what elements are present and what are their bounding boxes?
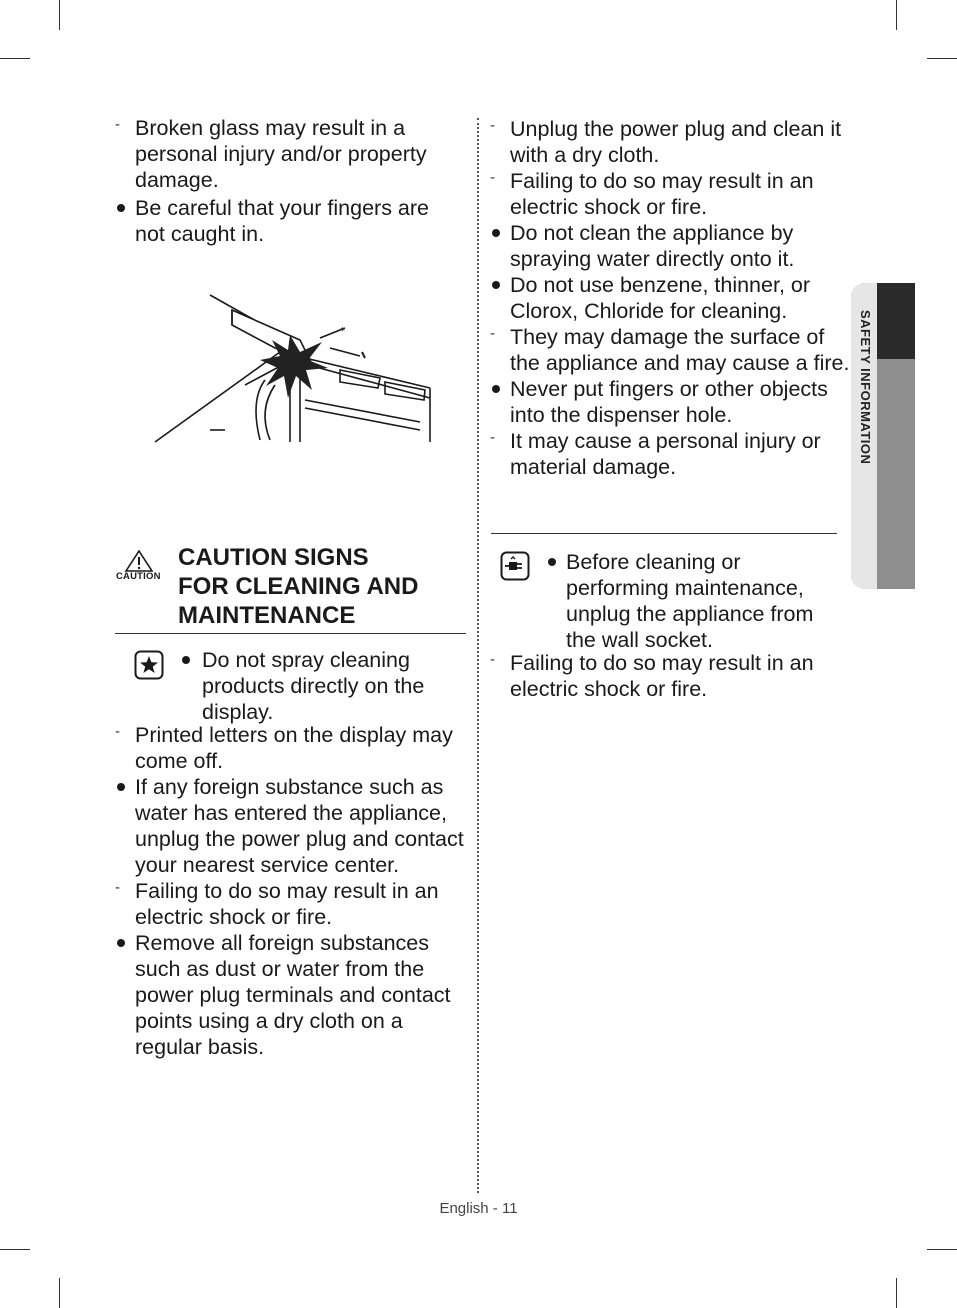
crop-mark	[896, 1278, 897, 1308]
crop-mark	[927, 1249, 957, 1250]
star-box-icon	[134, 650, 164, 680]
list-item: If any foreign substance such as water has entered the appliance, unplug the power plug and contact your nearest service center.	[135, 775, 464, 877]
caution-triangle-icon	[124, 550, 154, 572]
crop-mark	[59, 1278, 60, 1308]
list-item: - They may damage the surface of the appliance and may cause a fire.	[490, 325, 850, 375]
section-heading: CAUTION SIGNS FOR CLEANING AND MAINTENANCE	[178, 544, 419, 629]
side-tab-label: SAFETY INFORMATION	[858, 310, 873, 465]
caution-label: CAUTION	[116, 571, 161, 582]
dash-marker: -	[490, 325, 495, 342]
section-divider	[115, 633, 466, 634]
unplug-icon	[500, 551, 530, 581]
list-item: Remove all foreign substances such as dust or water from the power plug terminals and contact points using a dry cloth on a regular basis.	[135, 931, 451, 1059]
crop-mark	[927, 58, 957, 59]
column-divider	[477, 118, 479, 1193]
list-item: - Failing to do so may result in an electric shock or fire.	[490, 651, 814, 701]
list-item: Be careful that your fingers are not caught in.	[135, 196, 429, 246]
left-items	[115, 722, 475, 1060]
dash-marker: -	[490, 651, 495, 668]
crop-mark	[59, 0, 60, 30]
list-item: - Failing to do so may result in an electric shock or fire.	[115, 879, 439, 929]
list-item: Never put fingers or other objects into the dispenser hole.	[510, 377, 828, 427]
list-item: Do not use benzene, thinner, or Clorox, Chloride for cleaning.	[510, 273, 811, 323]
list-item: - It may cause a personal injury or material damage.	[490, 429, 821, 479]
right-items	[490, 116, 850, 480]
dash-marker: -	[490, 429, 495, 446]
crop-mark	[896, 0, 897, 30]
side-tab-active-marker	[877, 283, 915, 359]
crop-mark	[0, 58, 30, 59]
svg-text:*: *	[340, 326, 345, 337]
list-item: Before cleaning or performing maintenance, unplug the appliance from the wall socket.	[566, 550, 814, 652]
right-after-note	[490, 650, 830, 702]
door-pinch-illustration	[150, 290, 435, 450]
list-item: Do not clean the appliance by spraying water directly onto it.	[510, 221, 795, 271]
left-intro	[115, 115, 460, 247]
list-item: - Failing to do so may result in an electric shock or fire.	[490, 169, 814, 219]
dash-marker: -	[490, 117, 495, 134]
list-item: Do not spray cleaning products directly on the display.	[202, 648, 425, 724]
dash-marker: -	[115, 723, 120, 740]
unplug-note	[546, 549, 836, 653]
dash-marker: -	[115, 879, 120, 896]
right-divider	[491, 533, 837, 534]
list-item: - Unplug the power plug and clean it with a dry cloth.	[490, 117, 842, 167]
star-note	[180, 647, 465, 725]
dash-marker: -	[490, 169, 495, 186]
crop-mark	[0, 1249, 30, 1250]
list-item: - Printed letters on the display may come off.	[115, 723, 453, 773]
list-item: - Broken glass may result in a personal injury and/or property damage.	[115, 116, 427, 192]
dash-marker: -	[115, 116, 120, 133]
page-footer: English - 11	[439, 1200, 518, 1217]
